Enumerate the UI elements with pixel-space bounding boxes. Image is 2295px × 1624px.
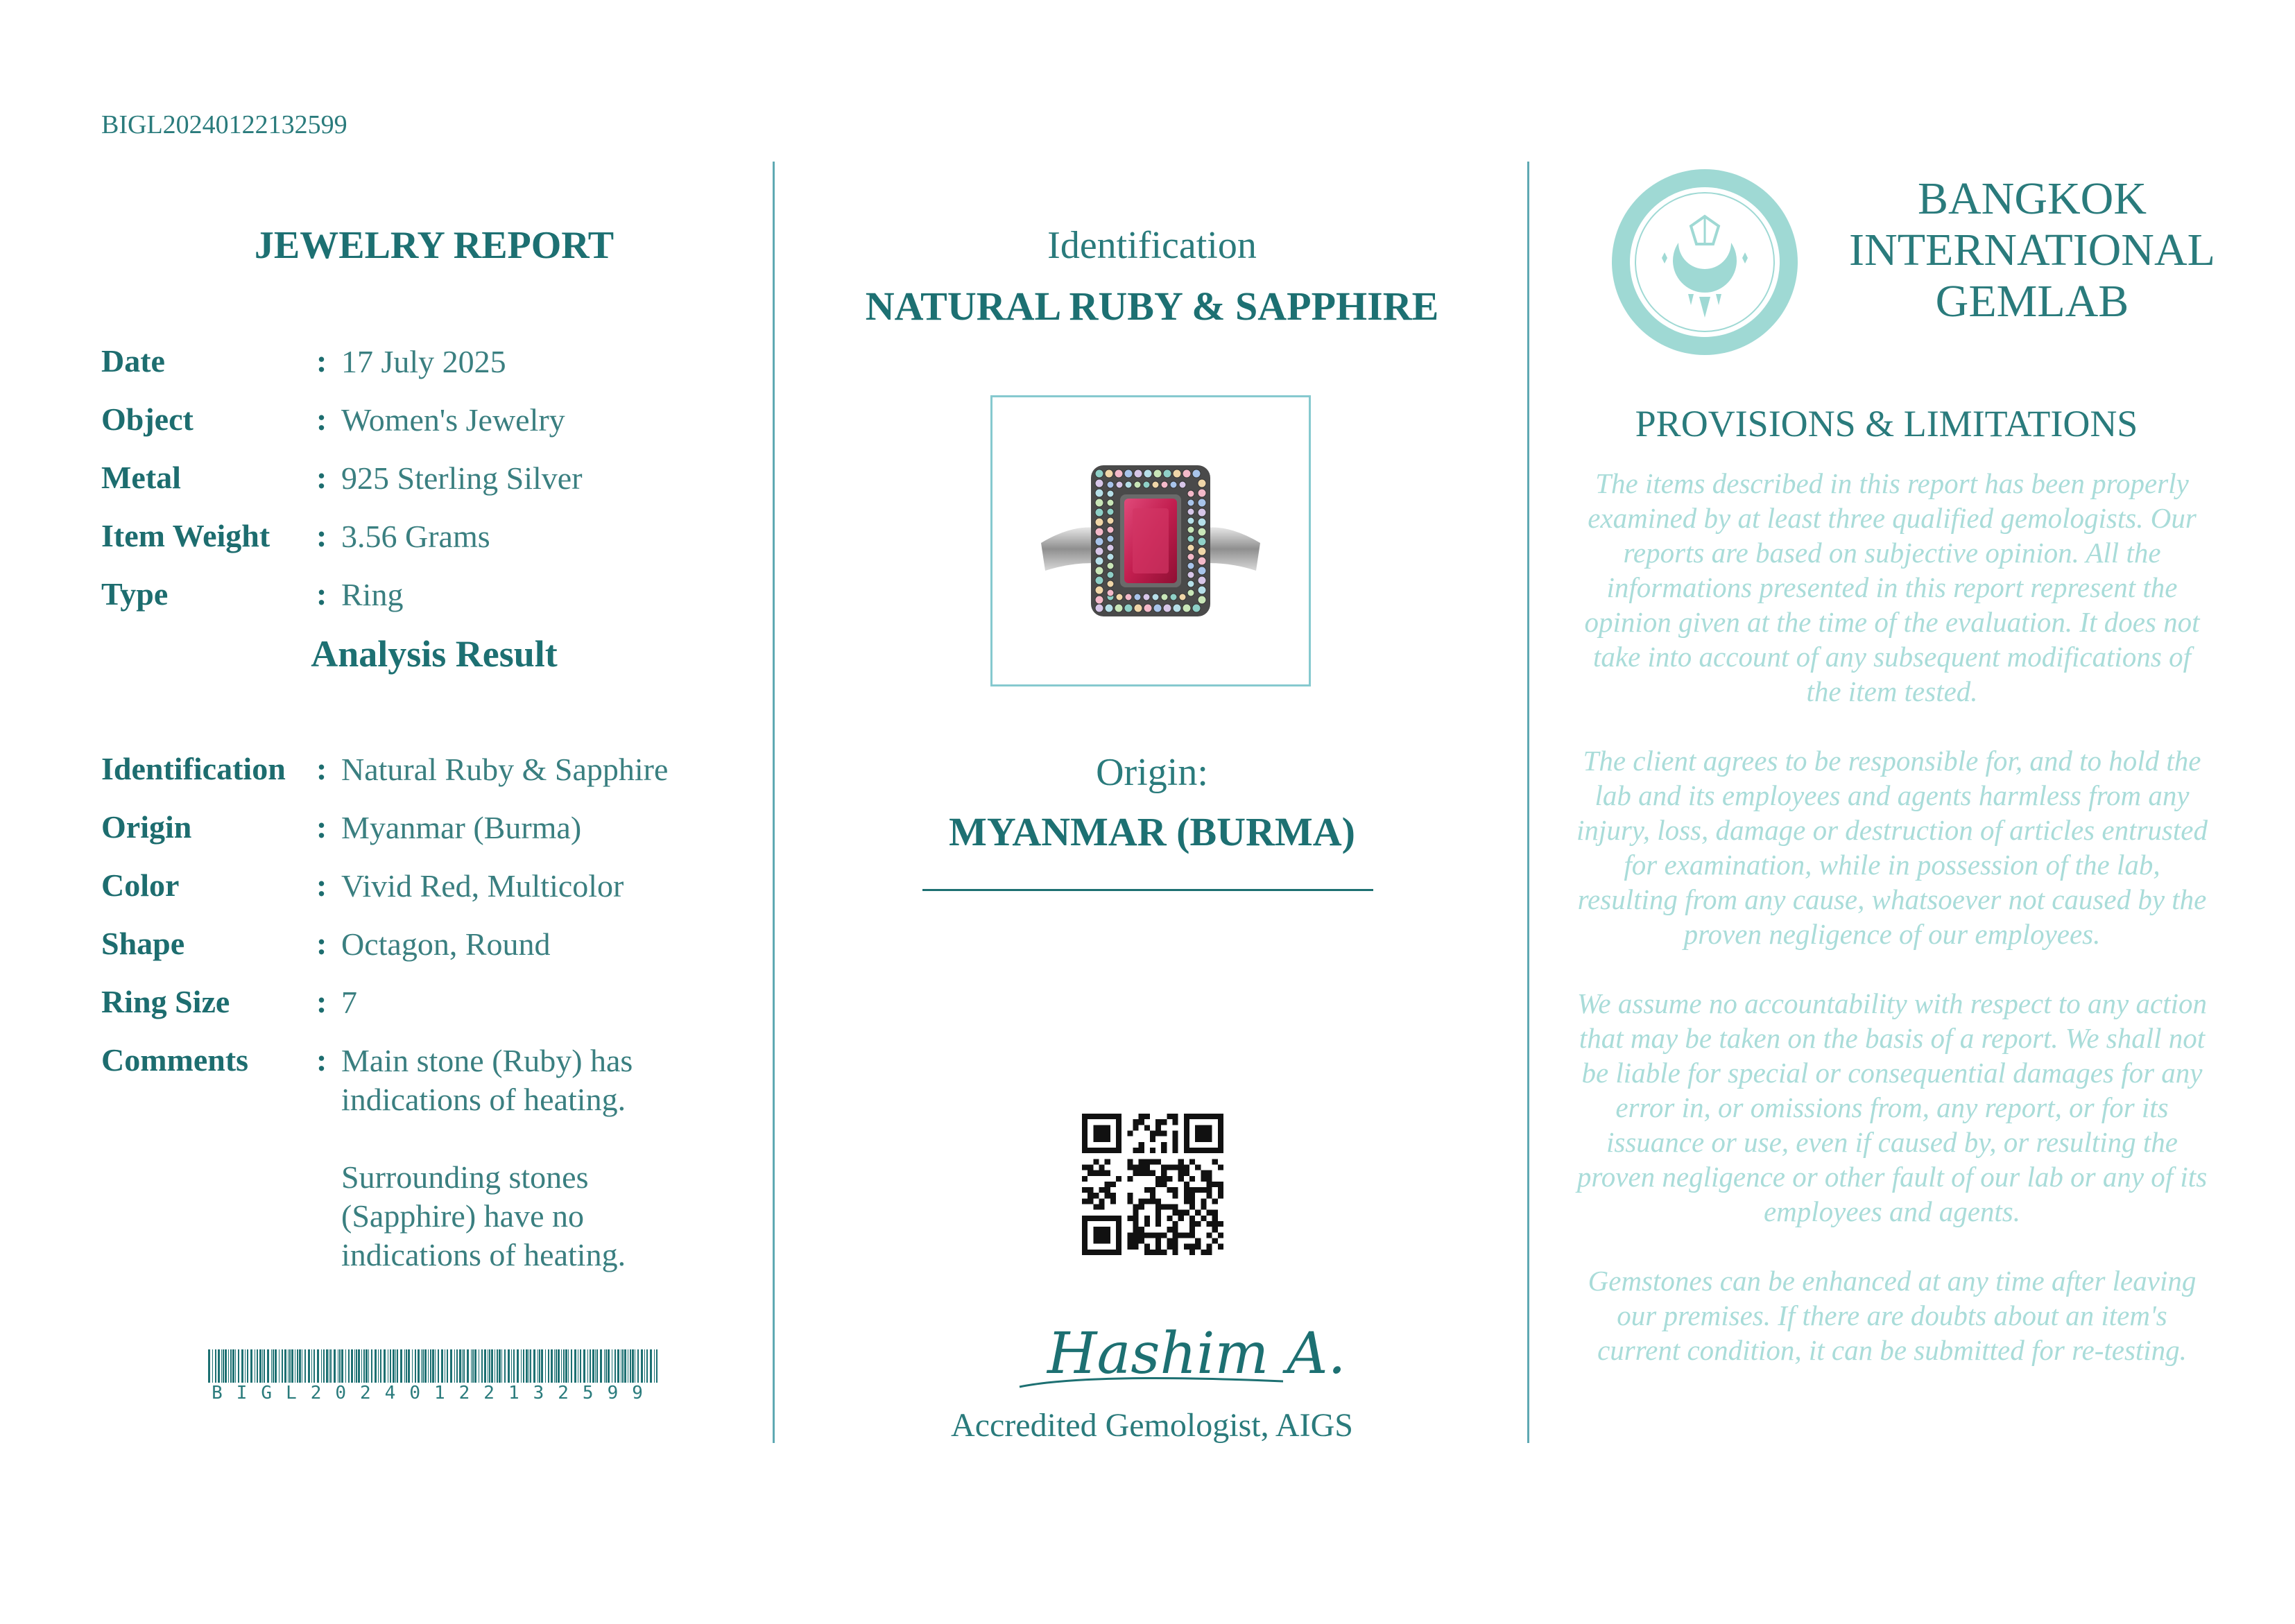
comments-text — [341, 1042, 739, 1275]
field-value: 17 July 2025 — [341, 344, 506, 379]
provisions-paragraph: The items described in this report has been properly examined by at least three qualified gemologists. Our reports are based on subjective opinion. All the informations presented in this report represent the opinion given at the time of the evaluation. It does not take into account of any subsequent modifications of the item tested. — [1584, 467, 2200, 707]
lab-name-line: INTERNATIONAL — [1849, 225, 2215, 275]
lab-name-line: BANGKOK — [1918, 173, 2147, 224]
field-label: Identification — [101, 751, 286, 786]
comment-line: Surrounding stones — [341, 1159, 589, 1195]
field-value: 925 Sterling Silver — [341, 460, 583, 496]
detail-row-object — [101, 401, 739, 440]
origin-value: MYANMAR (BURMA) — [949, 809, 1355, 854]
field-colon: : — [316, 926, 327, 961]
field-value: 7 — [341, 985, 357, 1020]
field-value: Natural Ruby & Sapphire — [341, 752, 669, 787]
result-row-comments — [101, 1042, 739, 1275]
field-label: Color — [101, 867, 180, 903]
detail-row-metal — [101, 459, 739, 498]
column-divider-left — [773, 162, 775, 1443]
field-colon: : — [316, 518, 327, 553]
detail-row-item-weight — [101, 517, 739, 556]
result-row-identification — [101, 750, 739, 789]
gemlab-seal-logo — [1609, 166, 1800, 358]
barcode — [208, 1349, 660, 1383]
provisions-paragraph: The client agrees to be responsible for, and to hold the lab and its employees and agents harmless from any injury, loss, damage or destruction of articles entrusted for examination, while in possession of the lab, resulting from any cause, whatsoever not caused by the proven negligence of our employees. — [1576, 745, 2208, 950]
provisions-text — [1573, 466, 2211, 1402]
field-colon: : — [316, 576, 327, 612]
field-colon: : — [316, 343, 327, 379]
qr-code — [1082, 1114, 1223, 1255]
result-row-ring-size — [101, 983, 739, 1022]
ring-photo-frame — [990, 395, 1311, 686]
field-colon: : — [316, 401, 327, 437]
field-label: Date — [101, 343, 165, 379]
signature — [1006, 1297, 1346, 1408]
identification-label: Identification — [1047, 224, 1257, 267]
comment-line: indications of heating. — [341, 1082, 626, 1117]
identification-value: NATURAL RUBY & SAPPHIRE — [865, 284, 1439, 329]
origin-label: Origin: — [1096, 751, 1208, 794]
field-value: Women's Jewelry — [341, 402, 565, 438]
comment-line: Main stone (Ruby) has — [341, 1043, 633, 1078]
field-label: Comments — [101, 1042, 249, 1078]
ring-photo — [992, 397, 1309, 684]
field-label: Item Weight — [101, 518, 270, 553]
field-value: Vivid Red, Multicolor — [341, 868, 624, 904]
result-row-color — [101, 867, 739, 906]
field-colon: : — [316, 751, 327, 786]
field-colon: : — [316, 460, 327, 495]
field-label: Object — [101, 401, 194, 437]
column-divider-right — [1527, 162, 1529, 1443]
certificate-id: BIGL20240122132599 — [101, 110, 347, 139]
field-label: Metal — [101, 460, 181, 495]
comment-line — [341, 1119, 739, 1158]
field-colon: : — [316, 984, 327, 1019]
field-label: Type — [101, 576, 169, 612]
field-value: Ring — [341, 577, 404, 612]
report-title: JEWELRY REPORT — [254, 224, 614, 267]
field-label: Ring Size — [101, 984, 230, 1019]
field-colon: : — [316, 1042, 327, 1078]
field-value: 3.56 Grams — [341, 519, 490, 554]
comment-line: (Sapphire) have no — [341, 1198, 584, 1234]
field-value: Octagon, Round — [341, 926, 551, 962]
analysis-result-title: Analysis Result — [311, 633, 558, 675]
lab-name — [1845, 173, 2219, 327]
field-label: Origin — [101, 809, 192, 845]
provisions-title: PROVISIONS & LIMITATIONS — [1635, 403, 2138, 444]
signature-text: Hashim A. — [1047, 1321, 1346, 1387]
signature-caption: Accredited Gemologist, AIGS — [951, 1407, 1353, 1444]
origin-underline — [922, 889, 1373, 891]
field-colon: : — [316, 867, 327, 903]
field-colon: : — [316, 809, 327, 845]
detail-row-type — [101, 576, 739, 614]
field-label: Shape — [101, 926, 185, 961]
result-row-origin — [101, 809, 739, 847]
result-row-shape — [101, 925, 739, 964]
field-value: Myanmar (Burma) — [341, 810, 582, 845]
lab-name-line: GEMLAB — [1935, 276, 2129, 327]
provisions-paragraph: Gemstones can be enhanced at any time after leaving our premises. If there are doubts about an item's current condition, it can be submitted for re-testing. — [1588, 1265, 2197, 1366]
barcode-number: BIGL20240122132599 — [212, 1383, 657, 1403]
comment-line: indications of heating. — [341, 1237, 626, 1272]
provisions-paragraph: We assume no accountability with respect to any action that may be taken on the basis of a report. We shall not be liable for special or consequential damages for any error in, or omissions from, any report, or for its issuance or use, even if caused by, or resulting the proven negligence or other fault of our lab or any of its employees and agents. — [1576, 987, 2208, 1227]
detail-row-date — [101, 343, 739, 381]
